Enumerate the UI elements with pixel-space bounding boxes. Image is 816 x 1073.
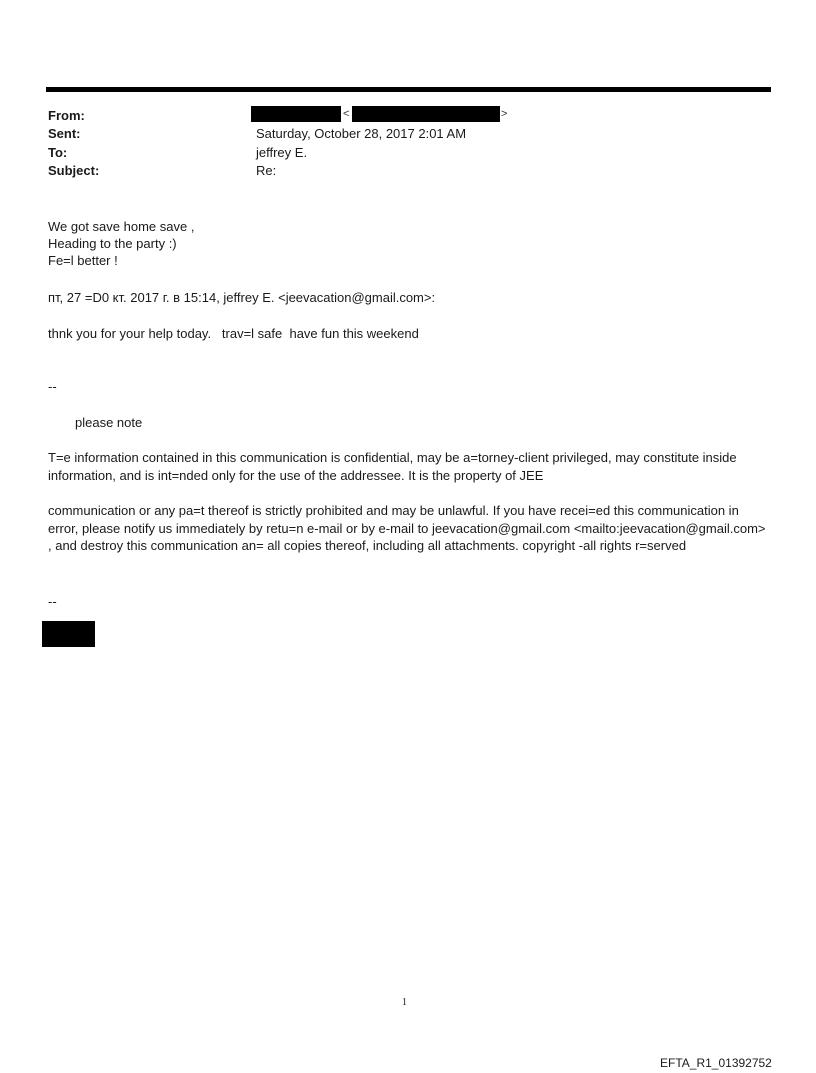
page-number: 1 <box>402 997 407 1008</box>
signature-separator-2: -- <box>48 594 57 609</box>
sent-label: Sent: <box>48 126 81 141</box>
body-line-1: We got save home save , <box>48 219 195 234</box>
disclaimer-paragraph-1: T=e information contained in this communication is confidential, may be a=torney-client privileged, may constitute inside information, and is int=nded only for the use of the addressee. It is the property of JEE <box>48 450 737 483</box>
to-label: To: <box>48 145 68 160</box>
redacted-signature <box>42 621 95 647</box>
body-line-2: Heading to the party :) <box>48 236 177 251</box>
from-label: From: <box>48 108 85 123</box>
body-line-3: Fe=l better ! <box>48 253 118 268</box>
redacted-sender-name <box>251 106 341 122</box>
signature-separator: -- <box>48 379 57 394</box>
please-note: please note <box>75 415 143 430</box>
subject-label: Subject: <box>48 163 100 178</box>
from-lt: < <box>343 108 350 120</box>
redacted-sender-email <box>352 106 500 122</box>
quote-header: пт, 27 =D0 кт. 2017 г. в 15:14, jeffrey E. <jeevacation@gmail.com>: <box>48 290 436 305</box>
document-id: EFTA_R1_01392752 <box>660 1056 772 1070</box>
from-gt: > <box>501 108 508 120</box>
header-rule <box>46 87 771 92</box>
subject-value: Re: <box>256 163 277 178</box>
to-value: jeffrey E. <box>256 145 308 160</box>
sent-value: Saturday, October 28, 2017 2:01 AM <box>256 126 467 141</box>
disclaimer-paragraph-2: communication or any pa=t thereof is strictly prohibited and may be unlawful. If you have recei=ed this communication in error, please notify us immediately by retu=n e-mail or by e-mail to jeevacation@gmail.com <mailto:jeevacation@gmail.com> , and destroy this communication an= all copies thereof, including all attachments. copyright -all rights r=served <box>48 503 766 553</box>
quote-line: thnk you for your help today. trav=l safe have fun this weekend <box>48 326 419 341</box>
